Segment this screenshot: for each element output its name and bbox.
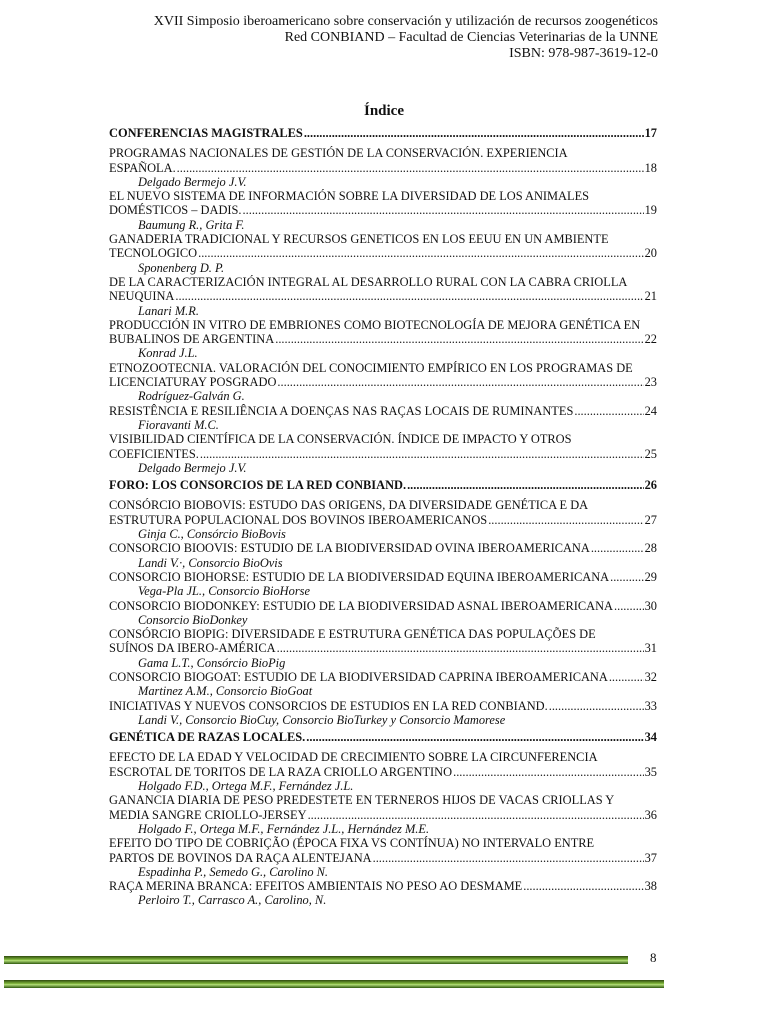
entry-page-number: 23 xyxy=(644,375,657,390)
entry-title-text: RAÇA MERINA BRANCA: EFEITOS AMBIENTAIS NO PESO AO DESMAME xyxy=(109,879,523,894)
entry-title-last-line xyxy=(109,670,657,684)
header-line-isbn: ISBN: 978-987-3619-12-0 xyxy=(509,46,658,61)
toc-entry xyxy=(109,836,657,879)
entry-title-last-line xyxy=(109,203,657,217)
entry-title-text: CONSORCIO BIOOVIS: ESTUDIO DE LA BIODIVERSIDAD OVINA IBEROAMERICANA xyxy=(109,541,590,556)
toc-section-heading xyxy=(109,730,657,744)
entry-title-text: BUBALINOS DE ARGENTINA xyxy=(109,332,275,347)
entry-page-number: 33 xyxy=(644,698,657,713)
entry-title-line: EL NUEVO SISTEMA DE INFORMACIÓN SOBRE LA DIVERSIDAD DE LOS ANIMALES xyxy=(109,189,590,204)
dot-leader xyxy=(175,289,643,303)
footer-green-bar-top xyxy=(4,956,628,964)
entry-authors: Baumung R., Grita F. xyxy=(138,217,245,232)
toc-section-heading xyxy=(109,478,657,492)
entry-authors: Perloiro T., Carrasco A., Carolino, N. xyxy=(138,893,327,908)
entry-page-number: 28 xyxy=(644,541,657,556)
toc-entry xyxy=(109,275,657,318)
toc-entry xyxy=(109,750,657,793)
entry-title-last-line xyxy=(109,641,657,655)
dot-leader xyxy=(453,765,644,779)
dot-leader xyxy=(488,513,643,527)
toc-entry xyxy=(109,361,657,404)
entry-title-last-line xyxy=(109,332,657,346)
entry-authors: Espadinha P., Semedo G., Carolino N. xyxy=(138,864,328,879)
entry-title-last-line xyxy=(109,851,657,865)
dot-leader xyxy=(304,126,644,140)
entry-authors: Rodríguez-Galván G. xyxy=(138,389,245,404)
entry-authors: Sponenberg D. P. xyxy=(138,260,225,275)
entry-title-text: ESPAÑOLA. xyxy=(109,160,176,175)
toc-entry xyxy=(109,570,657,599)
page-footer xyxy=(0,950,768,990)
entry-title-last-line xyxy=(109,404,657,418)
entry-title-line: VISIBILIDAD CIENTÍFICA DE LA CONSERVACIÓN. ÍNDICE DE IMPACTO Y OTROS xyxy=(109,432,572,447)
entry-page-number: 37 xyxy=(644,850,657,865)
entry-title-line: DE LA CARACTERIZACIÓN INTEGRAL AL DESARROLLO RURAL CON LA CABRA CRIOLLA xyxy=(109,274,628,289)
entry-title-text: NEUQUINA xyxy=(109,289,175,304)
entry-authors: Delgado Bermejo J.V. xyxy=(138,460,247,475)
entry-title-last-line xyxy=(109,289,657,303)
entry-page-number: 25 xyxy=(644,446,657,461)
dot-leader xyxy=(306,730,643,744)
toc-entry xyxy=(109,627,657,670)
entry-title-text: TECNOLOGICO xyxy=(109,246,198,261)
section-title: GENÉTICA DE RAZAS LOCALES. xyxy=(109,730,306,745)
entry-title-line: PROGRAMAS NACIONALES DE GESTIÓN DE LA CONSERVACIÓN. EXPERIENCIA xyxy=(109,146,568,161)
dot-leader xyxy=(574,404,643,418)
section-page-number: 34 xyxy=(644,730,657,745)
entry-title-text: INICIATIVAS Y NUEVOS CONSORCIOS DE ESTUDIOS EN LA RED CONBIAND. xyxy=(109,698,548,713)
toc-entry xyxy=(109,189,657,232)
dot-leader xyxy=(407,478,644,492)
entry-page-number: 36 xyxy=(644,807,657,822)
entry-title-line: GANADERIA TRADICIONAL Y RECURSOS GENETICOS EN LOS EEUU EN UN AMBIENTE xyxy=(109,232,609,247)
entry-title-last-line xyxy=(109,599,657,613)
table-of-contents xyxy=(109,126,657,908)
entry-page-number: 20 xyxy=(644,246,657,261)
dot-leader xyxy=(198,246,644,260)
entry-title-text: RESISTÊNCIA E RESILIÊNCIA A DOENÇAS NAS RAÇAS LOCAIS DE RUMINANTES xyxy=(109,403,574,418)
entry-page-number: 21 xyxy=(644,289,657,304)
toc-entry xyxy=(109,404,657,433)
entry-title-text: CONSORCIO BIOHORSE: ESTUDIO DE LA BIODIVERSIDAD EQUINA IBEROAMERICANA xyxy=(109,569,610,584)
dot-leader xyxy=(610,570,644,584)
entry-authors: Holgado F.D., Ortega M.F., Fernández J.L. xyxy=(138,779,354,794)
toc-entry xyxy=(109,432,657,475)
entry-title-last-line xyxy=(109,808,657,822)
entry-title-last-line xyxy=(109,246,657,260)
page-header xyxy=(154,14,658,62)
toc-entry xyxy=(109,232,657,275)
entry-authors: Fioravanti M.C. xyxy=(138,417,219,432)
toc-section-heading xyxy=(109,126,657,140)
dot-leader xyxy=(591,541,644,555)
dot-leader xyxy=(275,332,643,346)
entry-title-last-line xyxy=(109,375,657,389)
entry-title-line: CONSÓRCIO BIOBOVIS: ESTUDO DAS ORIGENS, DA DIVERSIDADE GENÉTICA E DA xyxy=(109,498,589,513)
dot-leader xyxy=(609,670,644,684)
dot-leader xyxy=(200,447,644,461)
entry-page-number: 29 xyxy=(644,569,657,584)
entry-title-line: CONSÓRCIO BIOPIG: DIVERSIDADE E ESTRUTURA GENÉTICA DAS POPULAÇÕES DE xyxy=(109,627,596,642)
entry-page-number: 24 xyxy=(644,403,657,418)
toc-entry xyxy=(109,793,657,836)
section-page-number: 26 xyxy=(644,478,657,493)
entry-title-text: ESCROTAL DE TORITOS DE LA RAZA CRIOLLO ARGENTINO xyxy=(109,764,453,779)
index-title: Índice xyxy=(363,103,404,119)
entry-title-last-line xyxy=(109,570,657,584)
toc-entry xyxy=(109,599,657,628)
entry-authors: Konrad J.L. xyxy=(138,346,198,361)
toc-entry xyxy=(109,670,657,699)
dot-leader xyxy=(373,851,644,865)
page-number: 8 xyxy=(650,950,657,965)
entry-title-text: MEDIA SANGRE CRIOLLO-JERSEY xyxy=(109,807,307,822)
dot-leader xyxy=(308,808,644,822)
entry-title-text: PARTOS DE BOVINOS DA RAÇA ALENTEJANA xyxy=(109,850,372,865)
entry-title-line: PRODUCCIÓN IN VITRO DE EMBRIONES COMO BIOTECNOLOGÍA DE MEJORA GENÉTICA EN xyxy=(109,317,641,332)
toc-entry xyxy=(109,699,657,728)
entry-authors: Vega-Pla JL., Consorcio BioHorse xyxy=(138,584,310,599)
entry-title-line: EFEITO DO TIPO DE COBRIÇÃO (ÉPOCA FIXA VS CONTÍNUA) NO INTERVALO ENTRE xyxy=(109,836,595,851)
entry-authors: Gama L.T., Consórcio BioPig xyxy=(138,655,286,670)
entry-title-last-line xyxy=(109,541,657,555)
entry-authors: Delgado Bermejo J.V. xyxy=(138,174,247,189)
entry-authors: Martinez A.M., Consorcio BioGoat xyxy=(138,684,313,699)
header-line-network: Red CONBIAND – Facultad de Ciencias Veterinarias de la UNNE xyxy=(284,30,658,45)
entry-page-number: 30 xyxy=(644,598,657,613)
entry-title-text: SUÍNOS DA IBERO-AMÉRICA xyxy=(109,641,276,656)
entry-authors: Holgado F., Ortega M.F., Fernández J.L., Hernández M.E. xyxy=(138,821,430,836)
entry-page-number: 22 xyxy=(644,332,657,347)
entry-title-text: COEFICIENTES. xyxy=(109,446,199,461)
entry-title-text: LICENCIATURAY POSGRADO xyxy=(109,375,277,390)
toc-entry xyxy=(109,879,657,908)
entry-title-last-line xyxy=(109,765,657,779)
footer-green-bar-bottom xyxy=(4,980,664,988)
entry-page-number: 19 xyxy=(644,203,657,218)
dot-leader xyxy=(277,375,643,389)
entry-title-line: ETNOZOOTECNIA. VALORACIÓN DEL CONOCIMIENTO EMPÍRICO EN LOS PROGRAMAS DE xyxy=(109,360,633,375)
entry-page-number: 32 xyxy=(644,669,657,684)
dot-leader xyxy=(177,161,644,175)
entry-authors: Lanari M.R. xyxy=(138,303,199,318)
entry-title-text: CONSORCIO BIOGOAT: ESTUDIO DE LA BIODIVERSIDAD CAPRINA IBEROAMERICANA xyxy=(109,669,608,684)
dot-leader xyxy=(614,599,644,613)
entry-title-last-line xyxy=(109,879,657,893)
entry-authors: Landi V., Consorcio BioCuy, Consorcio BioTurkey y Consorcio Mamorese xyxy=(138,712,506,727)
entry-page-number: 18 xyxy=(644,160,657,175)
section-title: CONFERENCIAS MAGISTRALES xyxy=(109,126,303,140)
dot-leader xyxy=(523,879,643,893)
dot-leader xyxy=(277,641,644,655)
entry-title-last-line xyxy=(109,699,657,713)
entry-page-number: 27 xyxy=(644,512,657,527)
entry-title-text: CONSORCIO BIODONKEY: ESTUDIO DE LA BIODIVERSIDAD ASNAL IBEROAMERICANA xyxy=(109,598,614,613)
entry-authors: Ginja C., Consórcio BioBovis xyxy=(138,527,286,542)
section-title: FORO: LOS CONSORCIOS DE LA RED CONBIAND. xyxy=(109,478,407,493)
dot-leader xyxy=(549,699,644,713)
entry-authors: Landi V.·, Consorcio BioOvis xyxy=(138,555,283,570)
entry-title-last-line xyxy=(109,447,657,461)
entry-title-line: EFECTO DE LA EDAD Y VELOCIDAD DE CRECIMIENTO SOBRE LA CIRCUNFERENCIA xyxy=(109,750,598,765)
toc-entry xyxy=(109,498,657,541)
entry-authors: Consorcio BioDonkey xyxy=(138,612,248,627)
toc-entry xyxy=(109,318,657,361)
entry-title-last-line xyxy=(109,161,657,175)
toc-entry xyxy=(109,146,657,189)
section-page-number: 17 xyxy=(644,126,657,140)
entry-page-number: 38 xyxy=(644,879,657,894)
entry-title-text: DOMÉSTICOS – DADIS. xyxy=(109,203,242,218)
header-line-symposium: XVII Simposio iberoamericano sobre conservación y utilización de recursos zoogenéticos xyxy=(153,14,658,29)
entry-title-line: GANANCIA DIARIA DE PESO PREDESTETE EN TERNEROS HIJOS DE VACAS CRIOLLAS Y xyxy=(109,793,615,808)
entry-title-text: ESTRUTURA POPULACIONAL DOS BOVINOS IBEROAMERICANOS xyxy=(109,512,488,527)
entry-title-last-line xyxy=(109,513,657,527)
toc-entry xyxy=(109,541,657,570)
dot-leader xyxy=(243,203,644,217)
entry-page-number: 31 xyxy=(644,641,657,656)
entry-page-number: 35 xyxy=(644,764,657,779)
